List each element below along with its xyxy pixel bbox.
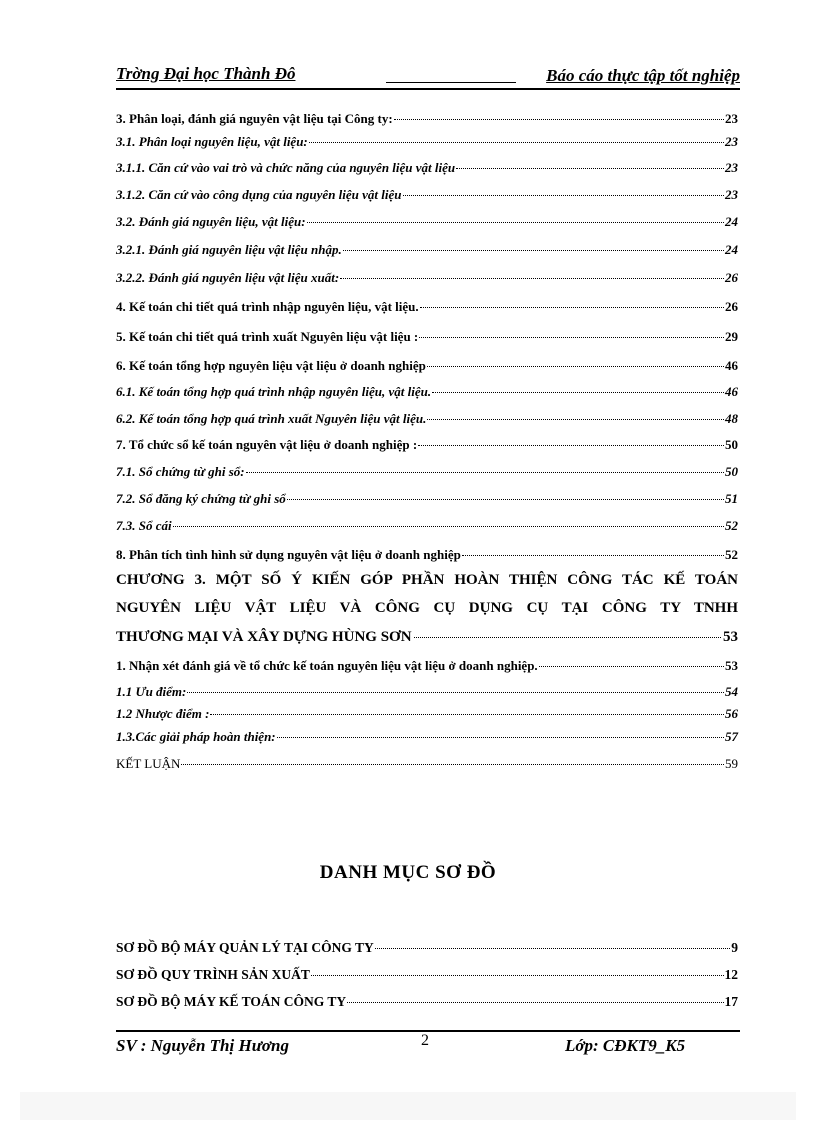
toc-leader <box>420 307 724 308</box>
toc-entry-page: 23 <box>725 160 738 175</box>
toc-entry-page: 57 <box>725 729 738 744</box>
toc-leader <box>403 195 725 196</box>
toc-entry-title: 4. Kế toán chi tiết quá trình nhập nguyên liệu, vật liệu. <box>116 299 419 314</box>
toc-leader <box>181 764 724 765</box>
toc-leader <box>427 419 724 420</box>
toc-leader <box>311 975 724 976</box>
toc-leader <box>539 666 724 667</box>
toc-entry-title: 1.1 Ưu điểm: <box>116 684 187 699</box>
toc-leader <box>418 445 724 446</box>
toc-entry[interactable] <box>116 729 738 745</box>
toc-entry-page: 17 <box>724 994 738 1009</box>
toc-leader <box>456 168 724 169</box>
toc-entry-title: 3.1. Phân loại nguyên liệu, vật liệu: <box>116 134 308 149</box>
toc-entry[interactable] <box>116 384 738 400</box>
diagram-list-title: DANH MỤC SƠ ĐỒ <box>319 862 497 883</box>
toc-entry-title: KẾT LUẬN <box>116 756 181 771</box>
chapter3-line3[interactable] <box>116 625 738 649</box>
toc-entry[interactable] <box>116 160 738 176</box>
footer-student-name: SV : Nguyễn Thị Hương <box>116 1036 289 1055</box>
toc-entry[interactable] <box>116 111 738 127</box>
toc-entry-page: 23 <box>725 187 738 202</box>
toc-entry-title: 3.1.2. Căn cứ vào công dụng của nguyên liệu vật liệu <box>116 187 402 202</box>
toc-entry[interactable] <box>116 437 738 453</box>
toc-entry-title: 6.1. Kế toán tổng hợp quá trình nhập nguyên liệu, vật liệu. <box>116 384 432 399</box>
toc-entry[interactable] <box>116 706 738 722</box>
toc-leader <box>394 119 724 120</box>
toc-leader <box>277 737 724 738</box>
toc-entry[interactable] <box>116 242 738 258</box>
toc-entry[interactable] <box>116 329 738 345</box>
toc-leader <box>340 278 724 279</box>
toc-entry-page: 48 <box>725 411 738 426</box>
toc-entry[interactable] <box>116 411 738 427</box>
chapter3-line1: CHƯƠNG 3. MỘT SỐ Ý KIẾN GÓP PHẦN HOÀN THIỆN CÔNG TÁC KẾ TOÁN <box>116 572 738 588</box>
toc-leader <box>427 366 724 367</box>
toc-leader <box>419 337 724 338</box>
toc-leader <box>347 1002 723 1003</box>
toc-entry-page: 24 <box>725 242 738 257</box>
toc-leader <box>246 472 724 473</box>
chapter3-line3-text: THƯƠNG MẠI VÀ XÂY DỰNG HÙNG SƠN <box>116 629 412 645</box>
toc-leader <box>287 499 724 500</box>
toc-entry-title: SƠ ĐỒ BỘ MÁY KẾ TOÁN CÔNG TY <box>116 994 347 1009</box>
toc-entry-title: 1.2 Nhược điểm : <box>116 706 210 721</box>
toc-entry-title: 8. Phân tích tình hình sử dụng nguyên vật liệu ở doanh nghiệp <box>116 547 461 562</box>
toc-entry-title: 1.3.Các giải pháp hoàn thiện: <box>116 729 276 744</box>
toc-entry-title: 6.2. Kế toán tổng hợp quá trình xuất Nguyên liệu vật liệu. <box>116 411 427 426</box>
toc-entry[interactable] <box>116 270 738 286</box>
toc-entry[interactable] <box>116 967 738 983</box>
toc-leader <box>210 714 724 715</box>
toc-entry-page: 46 <box>725 384 738 399</box>
toc-entry-page: 24 <box>725 214 738 229</box>
toc-entry-title: 3.2.1. Đánh giá nguyên liệu vật liệu nhập. <box>116 242 342 257</box>
toc-entry[interactable] <box>116 684 738 700</box>
toc-entry-title: 1. Nhận xét đánh giá về tổ chức kế toán nguyên liệu vật liệu ở doanh nghiệp. <box>116 658 538 673</box>
toc-entry-title: SƠ ĐỒ QUY TRÌNH SẢN XUẤT <box>116 967 310 982</box>
toc-leader <box>309 142 724 143</box>
header-report-title: Báo cáo thực tập tốt nghiệp <box>546 66 740 85</box>
toc-entry-title: SƠ ĐỒ BỘ MÁY QUẢN LÝ TẠI CÔNG TY <box>116 940 374 955</box>
toc-entry-page: 54 <box>725 684 738 699</box>
toc-entry-title: 6. Kế toán tổng hợp nguyên liệu vật liệu ở doanh nghiệp <box>116 358 426 373</box>
toc-entry-page: 46 <box>725 358 738 373</box>
footer-class: Lớp: CĐKT9_K5 <box>565 1036 686 1055</box>
toc-entry[interactable] <box>116 940 738 956</box>
toc-entry-page: 23 <box>725 134 738 149</box>
toc-entry-title: 3.2. Đánh giá nguyên liệu, vật liệu: <box>116 214 306 229</box>
toc-entry-title: 7. Tổ chức sổ kế toán nguyên vật liệu ở doanh nghiệp : <box>116 437 418 452</box>
toc-entry[interactable] <box>116 464 738 480</box>
toc-leader <box>173 526 724 527</box>
toc-entry-page: 23 <box>725 111 738 126</box>
toc-entry-page: 50 <box>725 437 738 452</box>
toc-entry-page: 26 <box>725 299 738 314</box>
toc-entry[interactable] <box>116 994 738 1010</box>
toc-leader <box>343 250 724 251</box>
toc-entry-page: 53 <box>725 658 738 673</box>
header-divider <box>116 88 740 90</box>
page-header <box>116 62 740 84</box>
toc-entry-page: 26 <box>725 270 738 285</box>
toc-entry[interactable] <box>116 547 738 563</box>
toc-entry-page: 29 <box>725 329 738 344</box>
toc-entry-page: 12 <box>724 967 738 982</box>
toc-leader <box>307 222 724 223</box>
toc-entry[interactable] <box>116 491 738 507</box>
chapter3-line2: NGUYÊN LIỆU VẬT LIỆU VÀ CÔNG CỤ DỤNG CỤ TẠI CÔNG TY TNHH <box>116 600 738 616</box>
toc-entry[interactable] <box>116 756 738 772</box>
toc-entry-page: 52 <box>725 518 738 533</box>
toc-entry-page: 9 <box>731 940 738 955</box>
toc-entry-title: 5. Kế toán chi tiết quá trình xuất Nguyên liệu vật liệu : <box>116 329 419 344</box>
toc-leader <box>187 692 724 693</box>
toc-entry[interactable] <box>116 358 738 374</box>
toc-leader <box>462 555 724 556</box>
toc-leader <box>375 948 730 949</box>
toc-entry-title: 7.3. Sổ cái <box>116 518 172 533</box>
toc-entry-title: 3. Phân loại, đánh giá nguyên vật liệu tại Công ty: <box>116 111 393 126</box>
toc-entry-page: 52 <box>725 547 738 562</box>
toc-entry[interactable] <box>116 518 738 534</box>
toc-entry-title: 3.1.1. Căn cứ vào vai trò và chức năng của nguyên liệu vật liệu <box>116 160 456 175</box>
toc-entry-page: 50 <box>725 464 738 479</box>
toc-entry[interactable] <box>116 658 738 674</box>
header-mid-line <box>386 82 516 83</box>
toc-leader <box>432 392 724 393</box>
header-school: Trờng Đại học Thành Đô <box>116 64 296 83</box>
toc-entry-page: 51 <box>725 491 738 506</box>
toc-entry[interactable] <box>116 214 738 230</box>
toc-entry[interactable] <box>116 187 738 203</box>
toc-entry[interactable] <box>116 299 738 315</box>
toc-entry-page: 59 <box>725 756 738 771</box>
toc-leader <box>414 637 721 638</box>
toc-entry-title: 3.2.2. Đánh giá nguyên liệu vật liệu xuất: <box>116 270 340 285</box>
chapter3-page: 53 <box>723 629 738 645</box>
toc-entry-title: 7.1. Sổ chứng từ ghi sổ: <box>116 464 245 479</box>
toc-entry-page: 56 <box>725 706 738 721</box>
toc-entry[interactable] <box>116 134 738 150</box>
page-bottom-band <box>20 1092 796 1120</box>
toc-entry-title: 7.2. Sổ đăng ký chứng từ ghi sổ <box>116 491 286 506</box>
footer-page-number: 2 <box>421 1032 429 1049</box>
